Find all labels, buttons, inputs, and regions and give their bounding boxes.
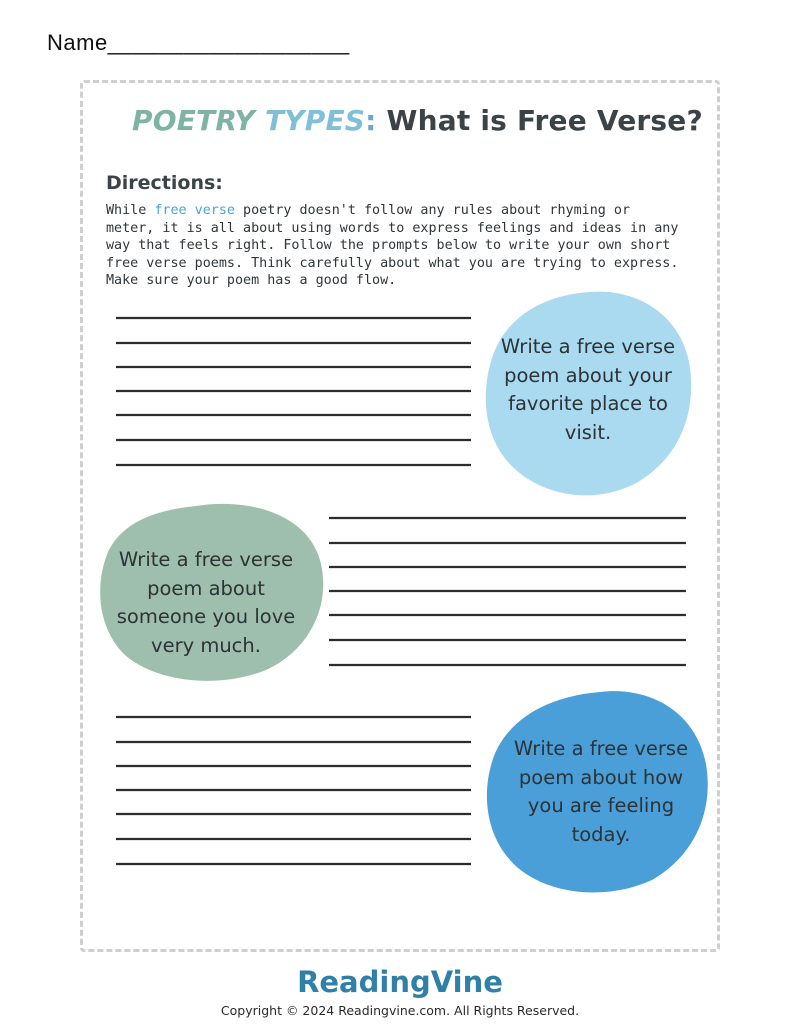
prompt-text-2: Write a free verse poem about someone you love very much. [116,548,296,657]
title-poetry: POETRY [132,104,256,137]
directions-heading: Directions: [106,172,223,194]
directions-text-start: While [106,203,155,218]
writing-lines-group-2 [329,518,686,665]
brand-logo: ReadingVine [297,965,503,999]
title-colon: : [365,104,377,137]
copyright-text: Copyright © 2024 Readingvine.com. All Rights Reserved. [220,1003,580,1018]
writing-lines-group-1 [116,318,471,465]
title-question: What is Free Verse? [376,104,703,137]
name-field[interactable]: Name___________________ [47,30,350,55]
directions-text-end: poetry doesn't follow any rules about rhyming or meter, it is all about using words to express feelings and ideas in any way that feels right. Follow the prompts below to write your own short free verse poems. Think carefully about what you are trying to express. Make sure your poem has a good flow. [106,203,679,288]
free-verse-highlight: free verse [154,203,235,218]
prompt-text-3: Write a free verse poem about how you are feeling today. [513,737,689,846]
title-types: TYPES [255,104,366,137]
writing-lines-group-3 [116,717,471,864]
prompt-text-1: Write a free verse poem about your favorite place to visit. [500,335,676,444]
